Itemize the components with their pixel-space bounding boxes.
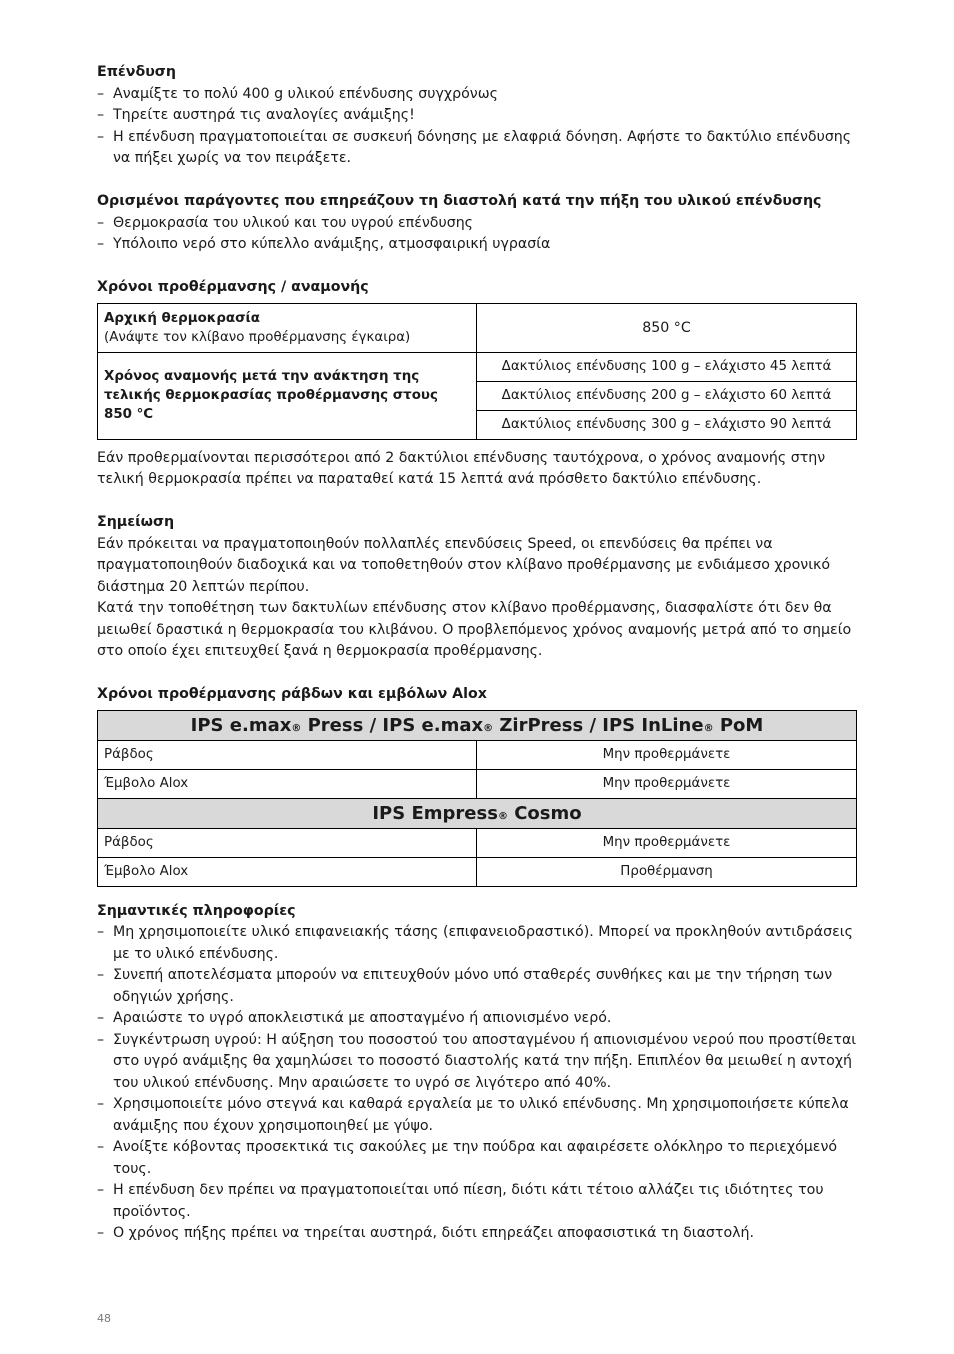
table-cell: Ράβδος xyxy=(98,740,477,769)
table-cell: Προθέρμανση xyxy=(477,857,857,886)
hold-time-label: Χρόνος αναμονής μετά την ανάκτηση της τελικής θερμοκρασίας προθέρμανσης στους 850 °C xyxy=(98,352,477,439)
preheat-heading: Χρόνοι προθέρμανσης / αναμονής xyxy=(97,279,369,295)
important-heading: Σημαντικές πληροφορίες xyxy=(97,902,296,919)
list-item: – Η επένδυση δεν πρέπει να πραγματοποιείται υπό πίεση, διότι κάτι τέτοιο αλλάζει τις ιδιότητες του προϊόντος. xyxy=(97,1180,857,1223)
page-content xyxy=(97,62,857,1245)
table-cell: Μην προθερμάνετε xyxy=(477,740,857,769)
list-item: – Ανοίξτε κόβοντας προσεκτικά τις σακούλες με την πούδρα και αφαιρέσετε ολόκληρο το περιεχόμενό τους. xyxy=(97,1137,857,1180)
table-cell: Μην προθερμάνετε xyxy=(477,828,857,857)
preheat-table xyxy=(97,303,857,440)
list-item: – Χρησιμοποιείτε μόνο στεγνά και καθαρά εργαλεία με το υλικό επένδυσης. Μη χρησιμοποιήσετε κύπελα ανάμιξης που έχουν χρησιμοποιηθεί με γύψο. xyxy=(97,1094,857,1137)
start-temp-value: 850 °C xyxy=(477,303,857,352)
list-item: – Τηρείτε αυστηρά τις αναλογίες ανάμιξης! xyxy=(97,105,857,127)
table-cell: Ράβδος xyxy=(98,828,477,857)
start-temp-label: Αρχική θερμοκρασία xyxy=(104,310,260,326)
list-item: – Η επένδυση πραγματοποιείται σε συσκευή δόνησης με ελαφριά δόνηση. Αφήστε το δακτύλιο επένδυσης να πήξει χωρίς να τον πειράξετε. xyxy=(97,127,857,170)
list-item: – Υπόλοιπο νερό στο κύπελλο ανάμιξης, ατμοσφαιρική υγρασία xyxy=(97,234,857,256)
table-cell: Μην προθερμάνετε xyxy=(477,769,857,798)
start-temp-note: (Ανάψτε τον κλίβανο προθέρμανσης έγκαιρα) xyxy=(104,329,411,345)
list-item: – Μη χρησιμοποιείτε υλικό επιφανειακής τάσης (επιφανειοδραστικό). Μπορεί να προκληθούν αντιδράσεις με το υλικό επένδυσης. xyxy=(97,922,857,965)
list-item: – Συνεπή αποτελέσματα μπορούν να επιτευχθούν μόνο υπό σταθερές συνθήκες και με την τήρηση των οδηγιών χρήσης. xyxy=(97,965,857,1008)
list-item: – Ο χρόνος πήξης πρέπει να τηρείται αυστηρά, διότι επηρεάζει αποφασιστικά τη διαστολή. xyxy=(97,1223,857,1245)
investment-list xyxy=(97,84,857,170)
list-item: – Συγκέντρωση υγρού: Η αύξηση του ποσοστού του αποσταγμένου ή απιονισμένου νερού που προστίθεται στο υγρό ανάμιξης θα χαμηλώσει το ποσοστό διαστολής κατά την πήξη. Επιπλέον θα μειωθεί η αντοχή του υλικού επένδυσης. Μην αραιώσετε το υγρό σε λιγότερο από 40%. xyxy=(97,1030,857,1095)
factors-heading: Ορισμένοι παράγοντες που επηρεάζουν τη διαστολή κατά την πήξη του υλικού επένδυσης xyxy=(97,193,822,209)
list-item: – Αραιώστε το υγρό αποκλειστικά με αποσταγμένο ή απιονισμένο νερό. xyxy=(97,1008,857,1030)
table-cell: Δακτύλιος επένδυσης 100 g – ελάχιστο 45 λεπτά xyxy=(477,352,857,381)
preheat-after-text: Εάν προθερμαίνονται περισσότεροι από 2 δακτύλιοι επένδυσης ταυτόχρονα, ο χρόνος αναμονής στην τελική θερμοκρασία πρέπει να παραταθεί κατά 15 λεπτά ανά πρόσθετο δακτύλιο επένδυσης. xyxy=(97,449,826,487)
list-item: – Θερμοκρασία του υλικού και του υγρού επένδυσης xyxy=(97,213,857,235)
table-cell: Έμβολο Alox xyxy=(98,857,477,886)
page-number: 48 xyxy=(97,1312,111,1325)
list-item: – Αναμίξτε το πολύ 400 g υλικού επένδυσης συγχρόνως xyxy=(97,84,857,106)
note-para-1: Εάν πρόκειται να πραγματοποιηθούν πολλαπλές επενδύσεις Speed, οι επενδύσεις θα πρέπει να πραγματοποιηθούν διαδοχικά και να τοποθετηθούν στον κλίβανο προθέρμανσης με ενδιάμεσο χρονικό διάστημα 20 λεπτών περίπου. xyxy=(97,535,831,595)
start-temp-cell xyxy=(98,303,477,352)
investment-heading: Επένδυση xyxy=(97,64,176,80)
note-heading: Σημείωση xyxy=(97,514,175,530)
group-header: IPS Empress® Cosmo xyxy=(98,798,857,828)
group-header: IPS e.max® Press / IPS e.max® ZirPress / IPS InLine® PoM xyxy=(98,710,857,740)
note-para-2: Κατά την τοποθέτηση των δακτυλίων επένδυσης στον κλίβανο προθέρμανσης, διασφαλίστε ότι δεν θα μειωθεί δραστικά η θερμοκρασία του κλιβάνου. Ο προβλεπόμενος χρόνος αναμονής μετρά από το σημείο στο οποίο έχει επιτευχθεί ξανά η θερμοκρασία προθέρμανσης. xyxy=(97,600,852,659)
table-cell: Έμβολο Alox xyxy=(98,769,477,798)
table-cell: Δακτύλιος επένδυσης 300 g – ελάχιστο 90 λεπτά xyxy=(477,410,857,439)
factors-list xyxy=(97,213,857,256)
table-cell: Δακτύλιος επένδυσης 200 g – ελάχιστο 60 λεπτά xyxy=(477,381,857,410)
alox-table xyxy=(97,710,857,887)
alox-heading: Χρόνοι προθέρμανσης ράβδων και εμβόλων Alox xyxy=(97,686,487,702)
important-list xyxy=(97,922,857,1245)
